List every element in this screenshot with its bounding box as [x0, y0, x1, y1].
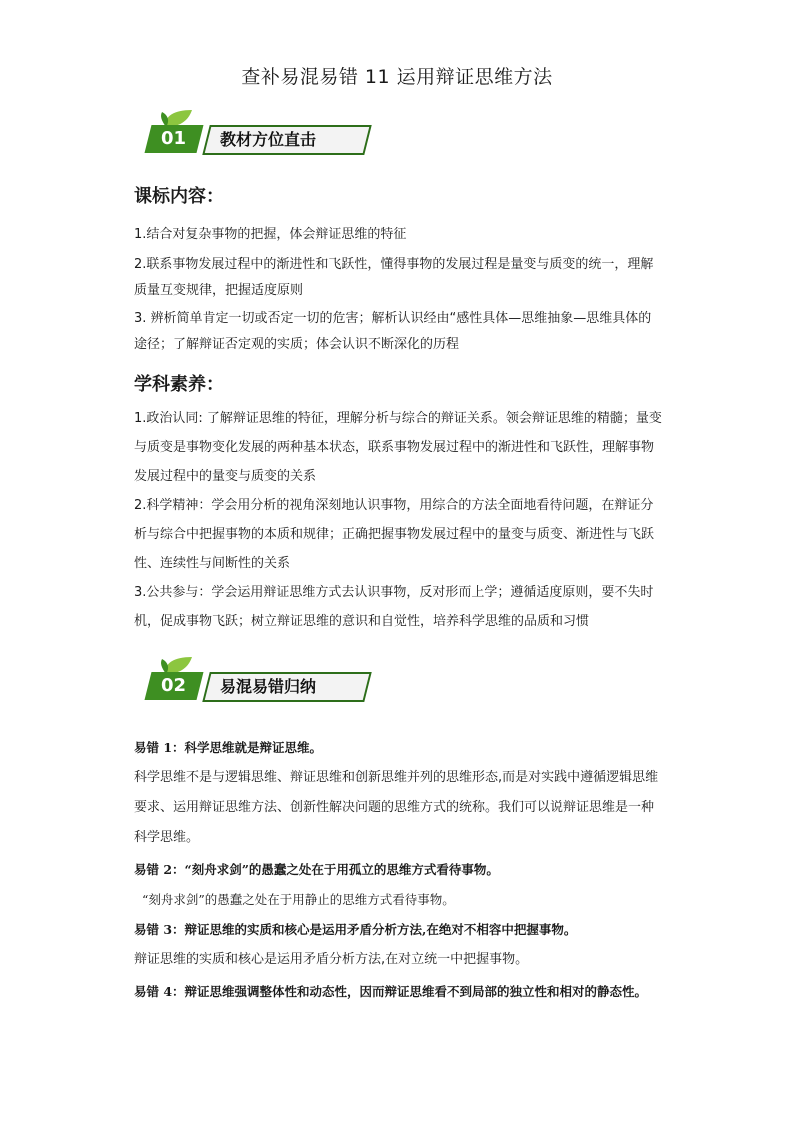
error-statement: 易错 2：“刻舟求剑”的愚蠢之处在于用孤立的思维方式看待事物。	[134, 862, 499, 877]
suyang-heading: 学科素养：	[134, 374, 224, 395]
error-explanation: 科学思维不是与逻辑思维、辩证思维和创新思维并列的思维形态,而是对实践中遵循逻辑思维要求、运用辩证思维方法、创新性解决问题的思维方式的统称。我们可以说辩证思维是一种科学思维。	[134, 770, 659, 845]
section-label: 教材方位直击	[202, 125, 371, 155]
error-explanation: “刻舟求剑”的愚蠢之处在于用静止的思维方式看待事物。	[142, 892, 455, 907]
error-explanation: 辩证思维的实质和核心是运用矛盾分析方法,在对立统一中把握事物。	[134, 952, 529, 967]
kebiao-item: 3. 辨析简单肯定一切或否定一切的危害；解析认识经由“感性具体—思维抽象—思维具体的途径；了解辩证否定观的实质；体会认识不断深化的历程	[134, 311, 652, 352]
kebiao-heading: 课标内容：	[134, 186, 224, 207]
kebiao-item: 2.联系事物发展过程中的渐进性和飞跃性，懂得事物的发展过程是量变与质变的统一，理解质量互变规律，把握适度原则	[134, 257, 654, 298]
kebiao-content	[134, 222, 664, 358]
section-banner-01	[148, 108, 370, 156]
error-statement: 易错 1：科学思维就是辩证思维。	[134, 740, 323, 755]
section-banner-02	[148, 655, 370, 703]
section-number: 02	[145, 672, 204, 700]
error-statement: 易错 3：辩证思维的实质和核心是运用矛盾分析方法,在绝对不相容中把握事物。	[134, 922, 577, 937]
page-title: 查补易混易错 11 运用辩证思维方法	[241, 66, 553, 88]
errors-list	[134, 733, 664, 1007]
section-label: 易混易错归纳	[202, 672, 371, 702]
error-statement: 易错 4：辩证思维强调整体性和动态性，因而辩证思维看不到局部的独立性和相对的静态性。	[134, 984, 648, 999]
suyang-item: 1.政治认同: 了解辩证思维的特征，理解分析与综合的辩证关系。领会辩证思维的精髓；量变与质变是事物变化发展的两种基本状态，联系事物发展过程中的渐进性和飞跃性，理解事物发展过程中的量变与质变的关系	[134, 411, 662, 484]
suyang-content	[134, 404, 664, 636]
kebiao-item: 1.结合对复杂事物的把握，体会辩证思维的特征	[134, 227, 407, 242]
suyang-item: 3.公共参与：学会运用辩证思维方式去认识事物，反对形而上学；遵循适度原则，要不失时机，促成事物飞跃；树立辩证思维的意识和自觉性，培养科学思维的品质和习惯	[134, 585, 654, 629]
suyang-item: 2.科学精神：学会用分析的视角深刻地认识事物，用综合的方法全面地看待问题，在辩证分析与综合中把握事物的本质和规律；正确把握事物发展过程中的量变与质变、渐进性与飞跃性、连续性与间断性的关系	[134, 498, 655, 571]
section-number: 01	[145, 125, 204, 153]
